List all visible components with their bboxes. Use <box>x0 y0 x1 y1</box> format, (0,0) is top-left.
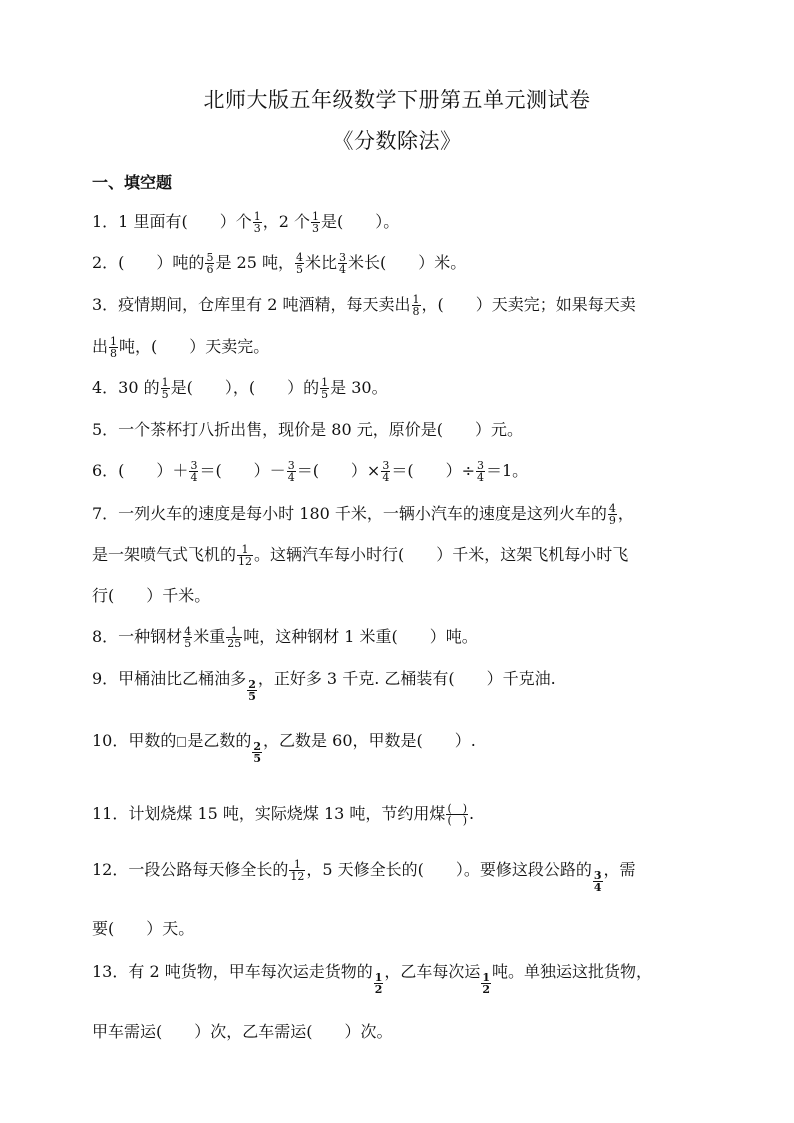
question-13-cont: 甲车需运( ）次，乙车需运( ）次。 <box>92 1022 393 1041</box>
fraction: $\frac{4}{5}$ <box>295 251 303 276</box>
question-11: 11．计划烧煤 15 吨，实际烧煤 13 吨，节约用煤 $\frac{( )}{( )}$ . <box>92 802 475 827</box>
fraction: $\frac{1}{2}$ <box>482 971 491 996</box>
question-12-cont: 要( ）天。 <box>92 919 195 938</box>
placeholder-box-icon <box>177 737 186 747</box>
fraction: $\frac{3}{4}$ <box>339 251 346 276</box>
question-3: 3．疫情期间，仓库里有 2 吨酒精，每天卖出 $\frac{1}{8}$ ，( ）天卖完；如果每天卖 <box>92 293 636 318</box>
question-9: 9．甲桶油比乙桶油多 $\frac{2}{5}$ ，正好多 3 千克. 乙桶装有( ）千克油. <box>92 669 556 703</box>
fraction: $\frac{1}{3}$ <box>311 210 319 235</box>
question-2: 2．( ）吨的 $\frac{5}{6}$ 是 25 吨， $\frac{4}{5}$ 米比 $\frac{3}{4}$ 米长( ）米。 <box>92 251 467 276</box>
fraction: $\frac{1}{12}$ <box>238 543 253 568</box>
question-10: 10．甲数的 是乙数的 $\frac{2}{5}$ ，乙数是 60，甲数是( ）. <box>92 731 476 765</box>
fraction-blank: $\frac{( )}{( )}$ <box>447 802 468 827</box>
fraction: $\frac{1}{8}$ <box>110 335 118 360</box>
fraction: $\frac{3}{4}$ <box>382 459 390 484</box>
fraction: $\frac{3}{4}$ <box>593 869 602 894</box>
fraction: $\frac{4}{9}$ <box>608 502 616 527</box>
fraction: $\frac{2}{5}$ <box>253 740 262 765</box>
question-1: 1．1 里面有( ）个 $\frac{1}{3}$ ，2 个 $\frac{1}{3}$ 是( ）。 <box>92 210 400 235</box>
question-8: 8．一种钢材 $\frac{4}{5}$ 米重 $\frac{1}{25}$ 吨，这种钢材 1 米重( ）吨。 <box>92 625 478 650</box>
page-subtitle: 《分数除法》 <box>332 129 462 153</box>
question-12: 12．一段公路每天修全长的 $\frac{1}{12}$ ，5 天修全长的( ）。要修这段公路的 $\frac{3}{4}$ ，需 <box>92 858 636 894</box>
fraction: $\frac{3}{4}$ <box>190 459 198 484</box>
fraction: $\frac{1}{2}$ <box>374 971 383 996</box>
fraction: $\frac{3}{4}$ <box>287 459 295 484</box>
question-4: 4．30 的 $\frac{1}{5}$ 是( ），( ）的 $\frac{1}{5}$ 是 30。 <box>92 376 388 401</box>
question-5: 5．一个茶杯打八折出售，现价是 80 元，原价是( ）元。 <box>92 420 523 439</box>
fraction: $\frac{1}{12}$ <box>290 858 305 883</box>
fraction: $\frac{3}{4}$ <box>477 459 484 484</box>
question-7-cont: 是一架喷气式飞机的 $\frac{1}{12}$ 。这辆汽车每小时行( ）千米，这架飞机每小时飞 <box>92 543 629 568</box>
fraction: $\frac{1}{5}$ <box>321 376 329 401</box>
fraction: $\frac{5}{6}$ <box>206 251 214 276</box>
fraction: $\frac{2}{5}$ <box>248 678 256 703</box>
question-3-cont: 出 $\frac{1}{8}$ 吨，( ）天卖完。 <box>92 335 270 360</box>
question-7-cont2: 行( ）千米。 <box>92 586 211 605</box>
question-13: 13．有 2 吨货物，甲车每次运走货物的 $\frac{1}{2}$ ，乙车每次运 $\frac{1}{2}$ 吨。单独运这批货物， <box>92 962 653 996</box>
fraction: $\frac{1}{3}$ <box>253 210 261 235</box>
section-heading: 一、填空题 <box>92 173 173 192</box>
fraction: $\frac{1}{8}$ <box>412 293 420 318</box>
question-6: 6．( ）＋ $\frac{3}{4}$ ＝( ）－ $\frac{3}{4}$ ＝( ）× $\frac{3}{4}$ ＝( ）÷ $\frac{3}{4}$ ＝1。 <box>92 459 529 484</box>
fraction: $\frac{4}{5}$ <box>184 625 192 650</box>
page-title: 北师大版五年级数学下册第五单元测试卷 <box>203 88 591 112</box>
question-7: 7．一列火车的速度是每小时 180 千米，一辆小汽车的速度是这列火车的 $\frac{4}{9}$ ， <box>92 502 634 527</box>
fraction: $\frac{1}{25}$ <box>227 625 242 650</box>
fraction: $\frac{1}{5}$ <box>161 376 169 401</box>
